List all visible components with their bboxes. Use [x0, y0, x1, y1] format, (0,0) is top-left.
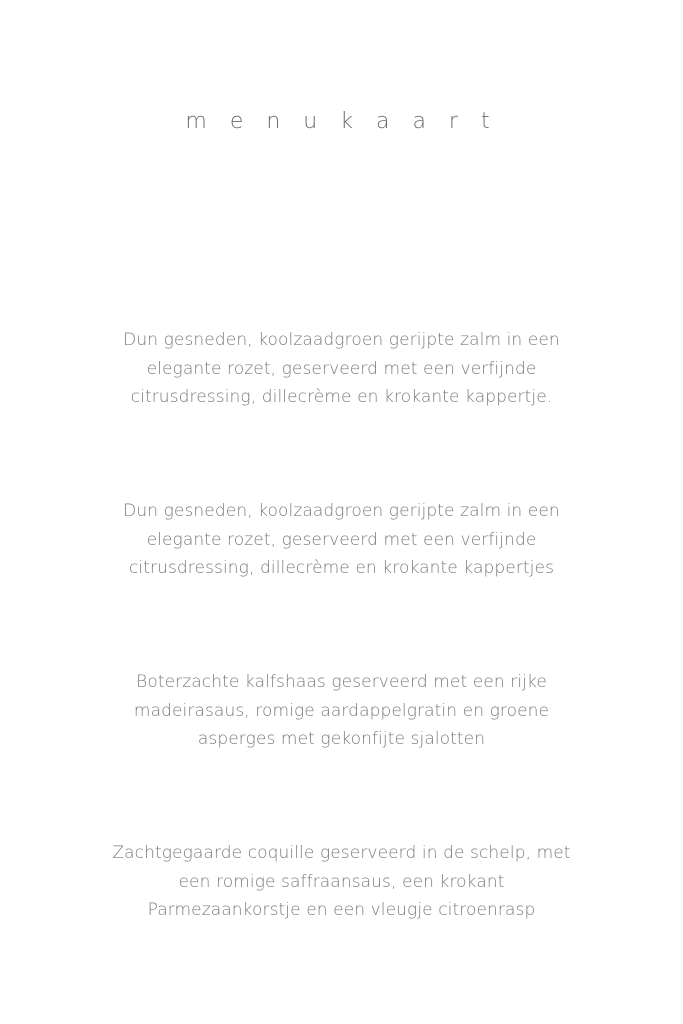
course-description	[60, 668, 623, 754]
course-line: Dun gesneden, koolzaadgroen gerijpte zalm in een	[123, 501, 560, 521]
menu-title: m e n u k a a r t	[185, 109, 498, 134]
course-line: Dun gesneden, koolzaadgroen gerijpte zalm in een	[123, 330, 560, 350]
course-description	[60, 497, 623, 583]
course-description	[60, 839, 623, 925]
course-line: asperges met gekonfijte sjalotten	[197, 729, 486, 749]
course-line: elegante rozet, geserveerd met een verfijnde	[146, 358, 537, 379]
course-line: madeirasaus, romige aardappelgratin en groene	[133, 700, 550, 721]
course-line: elegante rozet, geserveerd met een verfijnde	[146, 529, 537, 550]
course-line: citrusdressing, dillecrème en krokante kappertjes	[128, 558, 555, 578]
course-line: Zachtgegaarde coquille geserveerd in de schelp, met	[112, 843, 571, 863]
course-description	[60, 326, 623, 412]
course-line: Boterzachte kalfshaas geserveerd met een rijke	[136, 672, 547, 692]
course-line: citrusdressing, dillecrème en krokante kappertje.	[130, 387, 553, 407]
course-line: een romige saffraansaus, een krokant	[178, 871, 505, 892]
course-line: Parmezaankorstje en een vleugje citroenrasp	[147, 900, 536, 920]
